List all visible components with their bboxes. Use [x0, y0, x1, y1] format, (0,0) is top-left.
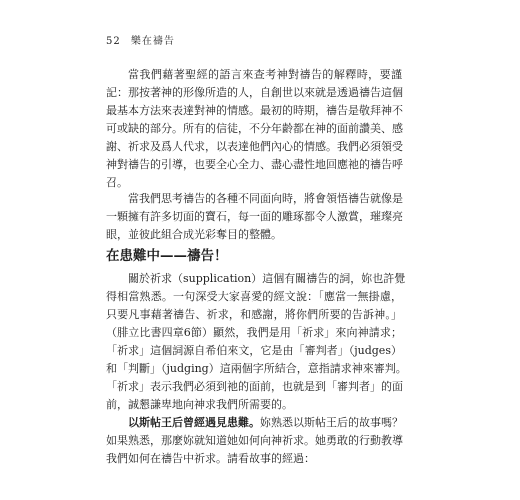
- bold-lead-in: 以斯帖王后曾經遇見患難。: [128, 416, 260, 429]
- text-line: 神對禱告的引導，也要全心全力、盡心盡性地回應祂的禱告呼: [106, 158, 403, 171]
- text-line: 關於祈求（supplication）這個有關禱告的詞，妳也許覺: [128, 272, 406, 285]
- text-line: 我們如何在禱告中祈求。請看故事的經過：: [106, 452, 315, 465]
- book-title: 樂在禱告: [130, 36, 175, 47]
- text-line: 得相當熟悉。一句深受大家喜愛的經文說：「應當一無掛慮，: [106, 290, 402, 303]
- page-number: 52: [106, 36, 121, 47]
- text-line: （腓立比書四章6節）顯然，我們是用「祈求」來向神請求；: [106, 326, 402, 339]
- text-line: 記：那按著神的形像所造的人，自創世以來就是透過禱告這個: [106, 86, 403, 99]
- text-line: 當我們思考禱告的各種不同面向時，將會領悟禱告就像是: [128, 192, 403, 205]
- text-line: 「祈求」表示我們必須到祂的面前，也就是到「審判者」的面: [106, 380, 403, 393]
- text-line: 謝、祈求及爲人代求，以表達他們內心的情感。我們必須領受: [106, 140, 403, 153]
- paragraph-4: [106, 414, 402, 468]
- text-line: 一顆擁有許多切面的寶石，每一面的雕琢都令人激賞，璀璨亮: [106, 210, 403, 223]
- section-heading: 在患難中——禱告！: [106, 248, 228, 264]
- paragraph-1: [106, 66, 402, 192]
- text-line: 當我們藉著聖經的語言來查考神對禱告的解釋時，要謹: [128, 68, 402, 81]
- text-line: 如果熟悉，那麼妳就知道她如何向神祈求。她勇敢的行動教導: [106, 434, 403, 447]
- text-line: 只要凡事藉著禱告、祈求，和感謝，將你們所要的告訴神。」: [106, 308, 402, 321]
- paragraph-3: [106, 270, 407, 414]
- text-line: 「祈求」這個詞源自希伯來文，它是由「審判者」（judges）: [106, 344, 402, 357]
- text-run: 妳熟悉以斯帖王后的故事嗎？: [260, 416, 403, 429]
- running-header: [106, 32, 175, 47]
- text-line: 前，誠懇謙卑地向神求我們所需要的。: [106, 398, 293, 411]
- text-line: 和「判斷」（judging）這兩個字所結合，意指請求神來審判。: [106, 362, 407, 375]
- text-line: 最基本方法來表達對神的情感。最初的時期，禱告是敬拜神不: [106, 104, 403, 117]
- text-line: 可或缺的部分。所有的信徒，不分年齡都在神的面前讚美、感: [106, 122, 403, 135]
- paragraph-2: [106, 190, 402, 244]
- text-line: 召。: [106, 176, 128, 189]
- text-line: 眼，並彼此組合成光彩奪目的整體。: [106, 228, 282, 241]
- text-line: [106, 414, 402, 432]
